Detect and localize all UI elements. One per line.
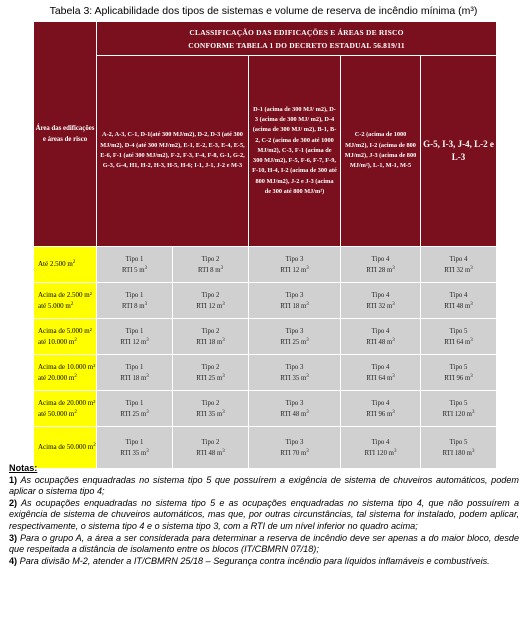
area-label: Acima de 10.000 m² até 20.000 $m^2$: [34, 355, 97, 391]
system-cell: Tipo 3 RTI 70 $m^3$: [249, 427, 341, 469]
group-header-2: D-1 (acima de 300 MJ/ m2), D-3 (acima de 300 MJ/ m2), D-4 (acima de 300 MJ/ m2), B-1, B-2, C-2 (acima de 300 até 1000 MJ/m2), C-3, F-1 (acima de 300 MJ/m2), F-5, F-6, F-7, F-9, F-10, H-4, I-2 (acima de 300 até 800 MJ/m2), J-2 e J-3 (acima de 300 até 800 MJ/m²): [249, 56, 341, 247]
table-row: [34, 391, 497, 427]
classification-header: [97, 22, 497, 56]
system-cell: Tipo 1 RTI 8 $m^3$: [97, 283, 173, 319]
system-cell: Tipo 4 RTI 96 $m^3$: [341, 391, 421, 427]
system-cell: Tipo 5 RTI 180 $m^3$: [421, 427, 497, 469]
area-label: Acima de 2.500 m² até 5.000 $m^2$: [34, 283, 97, 319]
system-cell: Tipo 4 RTI 64 $m^3$: [341, 355, 421, 391]
classification-title: CLASSIFICAÇÃO DAS EDIFICAÇÕES E ÁREAS DE RISCO: [189, 27, 404, 37]
system-cell: Tipo 3 RTI 48 $m^3$: [249, 391, 341, 427]
area-label: Acima de 5.000 m² até 10.000 $m^2$: [34, 319, 97, 355]
table-caption: Tabela 3: Aplicabilidade dos tipos de sistemas e volume de reserva de incêndio mínima (m³): [49, 5, 478, 17]
table-row: [34, 247, 497, 283]
note-item: 2) As ocupações enquadradas no sistema tipo 5 e as ocupações enquadradas no sistema tipo 4, que não possuírem a exigência de sistema de chuveiros automáticos, mas que, por outras circunstâncias, tal sistema for instalado, podem aplicar, respectivamente, o sistema tipo 4 e o sistema tipo 3, com a RTI de um nível inferior no quadro acima;: [9, 497, 519, 531]
system-cell: Tipo 1 RTI 5 $m^3$: [97, 247, 173, 283]
notes-title: Notas:: [9, 463, 38, 473]
system-cell: Tipo 5 RTI 64 $m^3$: [421, 319, 497, 355]
notes-section: [9, 463, 519, 567]
system-cell: Tipo 2 RTI 48 $m^3$: [173, 427, 249, 469]
group-header-1: A-2, A-3, C-1, D-1(até 300 MJ/m2), D-2, D-3 (até 300 MJ/m2), D-4 (até 300 MJ/m2), E-1, E-2, E-3, E-4, E-5, E-6, F-1 (até 300 MJ/m2), F-2, F-3, F-4, F-8, G-1, G-2, G-3, G-4, H1, H-2, H-3, H-5, H-6; I-1, J-1, J-2 e M-3: [97, 56, 249, 247]
system-cell: Tipo 2 RTI 12 $m^3$: [173, 283, 249, 319]
table-row: [34, 355, 497, 391]
system-cell: Tipo 1 RTI 35 $m^3$: [97, 427, 173, 469]
system-cell: Tipo 4 RTI 120 $m^3$: [341, 427, 421, 469]
area-label: Até 2.500 $m^2$: [34, 247, 97, 283]
system-cell: Tipo 2 RTI 8 $m^3$: [173, 247, 249, 283]
system-cell: Tipo 1 RTI 25 $m^3$: [97, 391, 173, 427]
system-cell: Tipo 4 RTI 32 $m^3$: [421, 247, 497, 283]
area-column-header: Área das edificações e áreas de risco: [34, 22, 97, 247]
system-cell: Tipo 4 RTI 32 $m^3$: [341, 283, 421, 319]
note-item: 3) Para o grupo A, a área a ser considerada para determinar a reserva de incêndio deve ser apenas a do maior bloco, desde que respeitada a distância de isolamento entre os blocos (IT/CBMRN 07/18);: [9, 532, 519, 555]
system-cell: Tipo 4 RTI 48 $m^3$: [341, 319, 421, 355]
system-cell: Tipo 2 RTI 35 $m^3$: [173, 391, 249, 427]
system-cell: Tipo 1 RTI 12 $m^3$: [97, 319, 173, 355]
reserve-table: [33, 21, 497, 469]
system-cell: Tipo 2 RTI 25 $m^3$: [173, 355, 249, 391]
area-label: Acima de 20.000 m² até 50.000 $m^2$: [34, 391, 97, 427]
classification-decree: CONFORME TABELA 1 DO DECRETO ESTADUAL 56.819/11: [188, 40, 405, 50]
system-cell: Tipo 4 RTI 28 $m^3$: [341, 247, 421, 283]
system-cell: Tipo 3 RTI 35 $m^3$: [249, 355, 341, 391]
system-cell: Tipo 5 RTI 96 $m^3$: [421, 355, 497, 391]
system-cell: Tipo 5 RTI 120 $m^3$: [421, 391, 497, 427]
area-label: Acima de 50.000 $m^2$: [34, 427, 97, 469]
note-item: 1) As ocupações enquadradas no sistema tipo 5 que possuírem a exigência de sistema de chuveiros automáticos, podem aplicar o sistema tipo 4;: [9, 474, 519, 497]
system-cell: Tipo 2 RTI 18 $m^3$: [173, 319, 249, 355]
system-cell: Tipo 1 RTI 18 $m^3$: [97, 355, 173, 391]
table-row: [34, 283, 497, 319]
group-header-4: G-5, I-3, J-4, L-2 e L-3: [421, 56, 497, 247]
system-cell: Tipo 3 RTI 12 $m^3$: [249, 247, 341, 283]
system-cell: Tipo 4 RTI 48 $m^3$: [421, 283, 497, 319]
system-cell: Tipo 3 RTI 18 $m^3$: [249, 283, 341, 319]
group-header-3: C-2 (acima de 1000 MJ/m2), I-2 (acima de 800 MJ/m2), J-3 (acima de 800 MJ/m²), L-1, M-1, M-5: [341, 56, 421, 247]
system-cell: Tipo 3 RTI 25 $m^3$: [249, 319, 341, 355]
table-row: [34, 319, 497, 355]
note-item: 4) Para divisão M-2, atender a IT/CBMRN 25/18 – Segurança contra incêndio para líquidos inflamáveis e combustíveis.: [9, 555, 490, 566]
